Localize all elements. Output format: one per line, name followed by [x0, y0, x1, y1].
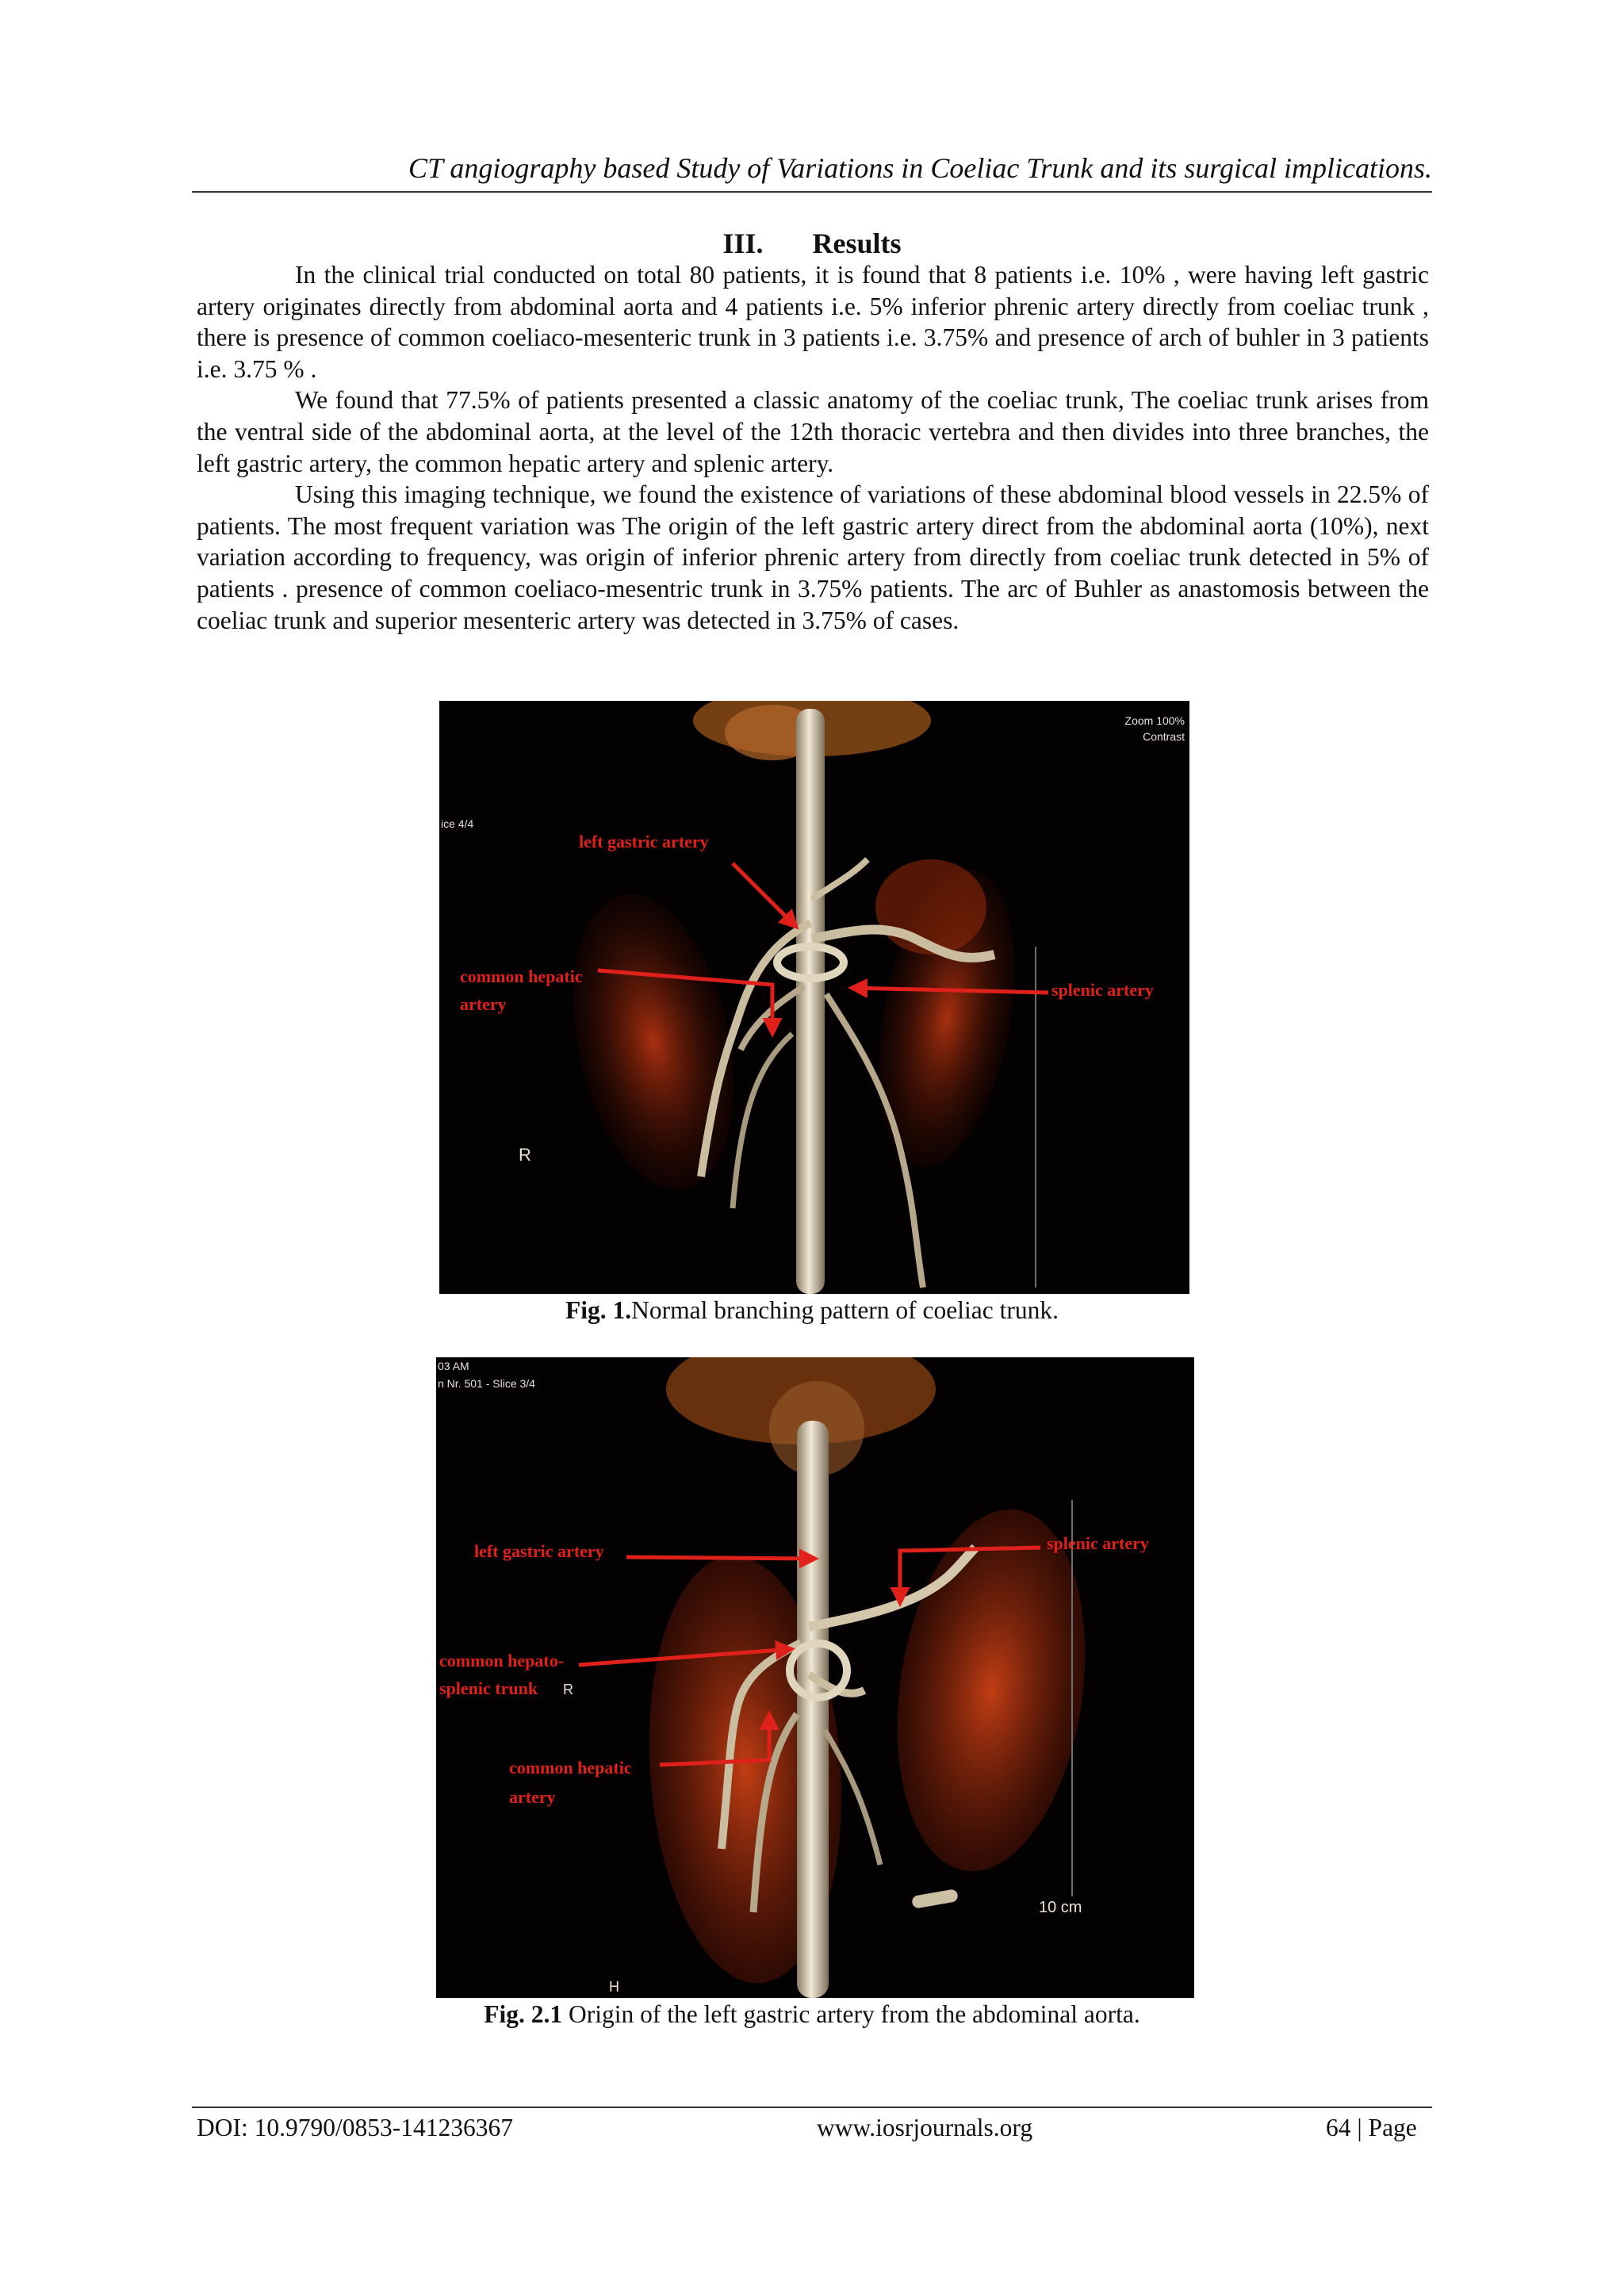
- figure-1-overlay-contrast: Contrast: [1143, 730, 1185, 743]
- figure-1-overlay-slice: ice 4/4: [441, 817, 474, 830]
- figure-2-label-common-hepatic: common hepatic: [509, 1758, 632, 1777]
- figure-1-marker-r: R: [519, 1145, 531, 1165]
- figure-2-arrow-left-gastric: [626, 1557, 815, 1559]
- section-number: III.: [722, 228, 764, 259]
- figure-1-label-left-gastric: left gastric artery: [579, 832, 709, 851]
- section-heading: [0, 226, 1624, 261]
- figure-1-ct-image: [439, 701, 1189, 1294]
- figure-2-label-splenic: splenic artery: [1047, 1533, 1149, 1553]
- figure-2-label-hepatosplenic: common hepato-: [439, 1651, 565, 1670]
- figure-2-caption-text: Origin of the left gastric artery from the abdominal aorta.: [562, 2000, 1140, 2028]
- figure-2-overlay-series: n Nr. 501 - Slice 3/4: [438, 1377, 535, 1390]
- footer-page-number: 64 | Page: [1326, 2114, 1417, 2141]
- footer-rule: [192, 2107, 1432, 2108]
- paragraph: Using this imaging technique, we found the existence of variations of these abdominal blood vessels in 22.5% of patients. The most frequent variation was The origin of the left gastric artery direct from the abdominal aorta (10%), next variation according to frequency, was origin of inferior phrenic artery from directly from coeliac trunk detected in 5% of patients . presence of common coeliaco-mesentric trunk in 3.75% patients. The arc of Buhler as anastomosis between the coeliac trunk and superior mesenteric artery was detected in 3.75% of cases.: [197, 480, 1429, 634]
- figure-2-label-left-gastric: left gastric artery: [474, 1541, 604, 1561]
- figure-2-label-common-hepatic-2: artery: [509, 1787, 556, 1807]
- figure-1-label-common-hepatic-2: artery: [460, 994, 507, 1014]
- figure-1-caption-label: Fig. 1.: [565, 1296, 632, 1324]
- figure-1-arrow-splenic: [852, 988, 1048, 993]
- paragraph: In the clinical trial conducted on total 80 patients, it is found that 8 patients i.e. 10% , were having left gastric artery originates directly from abdominal aorta and 4 patients i.e. 5% inferior phrenic artery directly from coeliac trunk , there is presence of common coeliaco-mesenteric trunk in 3 patients i.e. 3.75% and presence of arch of buhler in 3 patients i.e. 3.75 % .: [197, 261, 1429, 383]
- paragraph: We found that 77.5% of patients presented a classic anatomy of the coeliac trunk, The coeliac trunk arises from the ventral side of the abdominal aorta, at the level of the 12th thoracic vertebra and then divides into three branches, the left gastric artery, the common hepatic artery and splenic artery.: [197, 386, 1429, 477]
- figure-1-caption: [0, 1295, 1624, 1326]
- footer-website: www.iosrjournals.org: [817, 2114, 1033, 2141]
- figure-1-overlay-zoom: Zoom 100%: [1124, 714, 1185, 727]
- header-rule: [192, 191, 1432, 193]
- running-header: CT angiography based Study of Variations in Coeliac Trunk and its surgical implications.: [408, 152, 1432, 184]
- figure-2-scale-label: 10 cm: [1039, 1899, 1082, 1916]
- figure-1-caption-text: Normal branching pattern of coeliac trunk.: [631, 1296, 1059, 1324]
- figure-2-marker-r: R: [563, 1682, 573, 1697]
- figure-2-marker-h: H: [609, 1979, 619, 1995]
- results-body: [197, 259, 1429, 636]
- figure-2-ct-image: [436, 1357, 1194, 1998]
- figure-1-arrow-left-gastric: [733, 863, 796, 927]
- section-title: Results: [812, 228, 902, 259]
- footer-doi: DOI: 10.9790/0853-141236367: [197, 2114, 513, 2141]
- figure-2-label-hepatosplenic-2: splenic trunk: [439, 1678, 538, 1698]
- figure-1-label-splenic: splenic artery: [1051, 980, 1154, 1000]
- figure-2-caption: [0, 1999, 1624, 2030]
- figure-2-caption-label: Fig. 2.1: [484, 2000, 563, 2028]
- figure-2-overlay-time: 03 AM: [438, 1360, 469, 1372]
- figure-1-label-common-hepatic: common hepatic: [460, 966, 583, 986]
